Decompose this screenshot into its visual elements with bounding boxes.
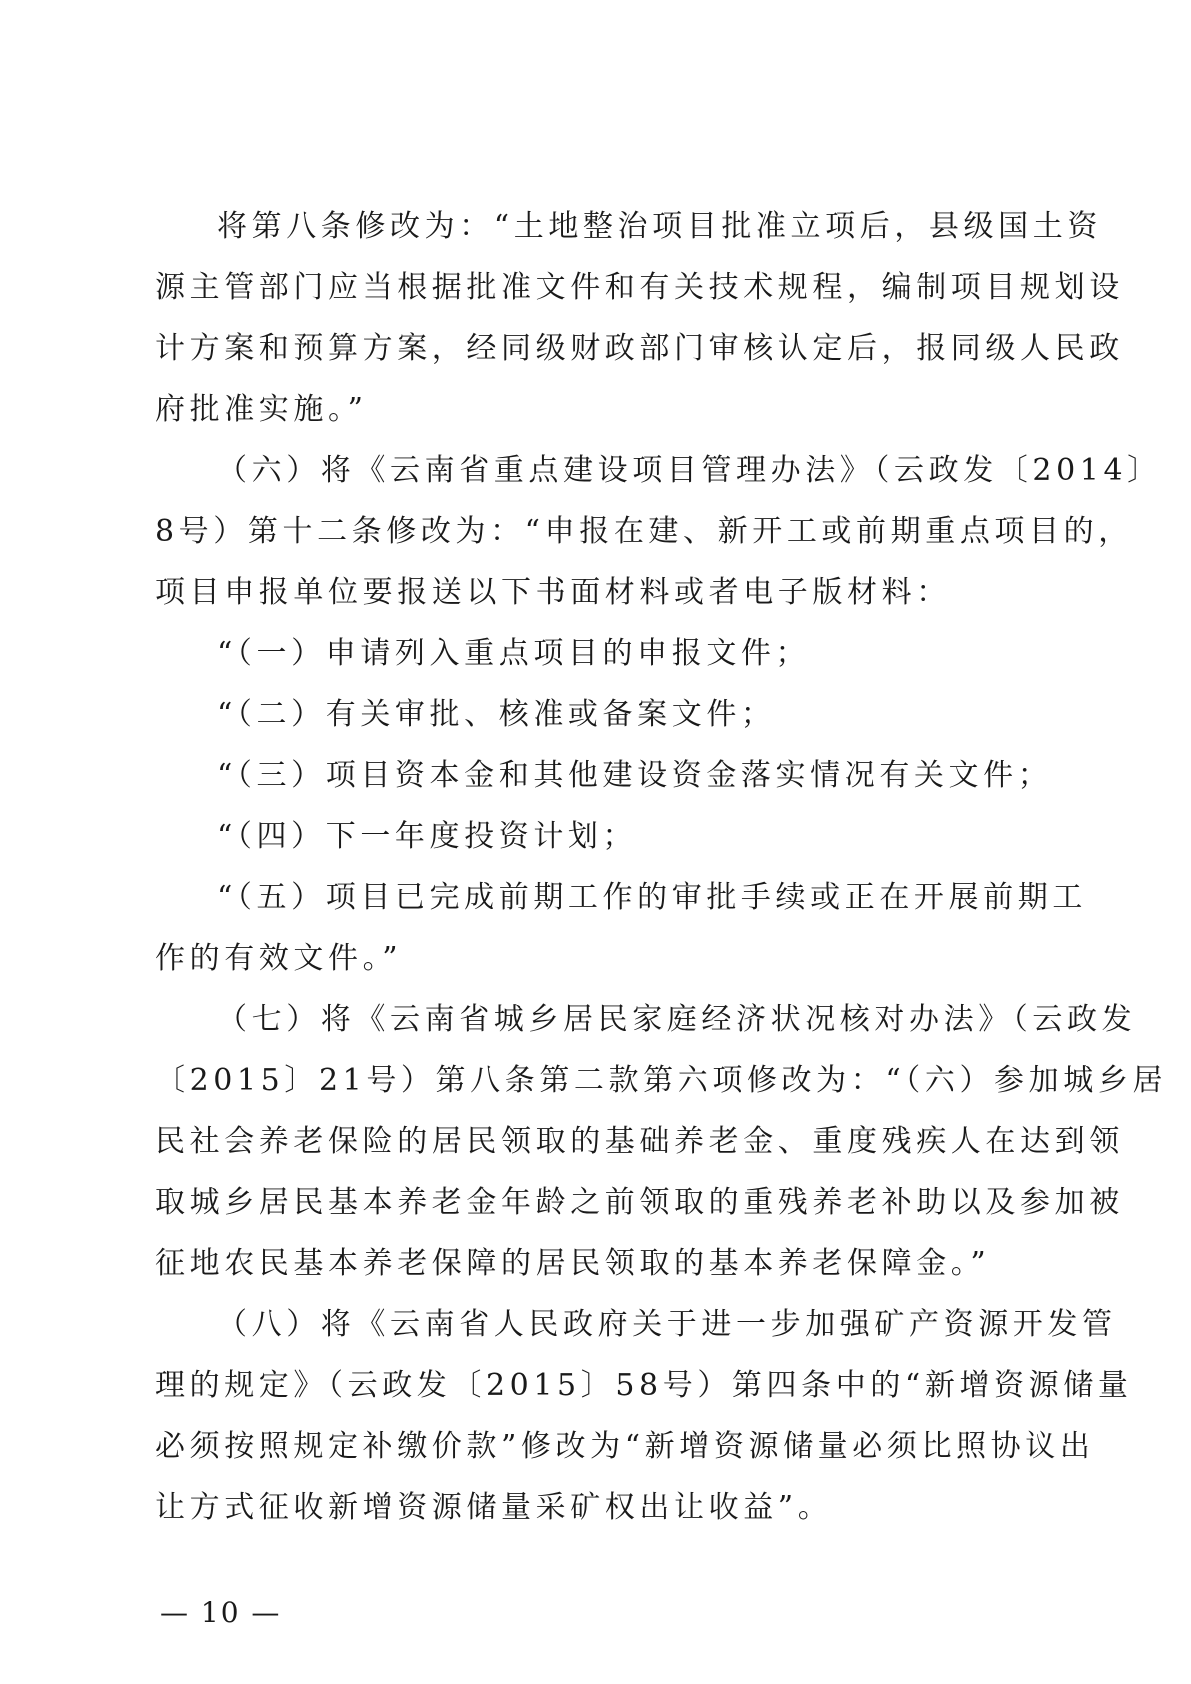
text-line: 取城乡居民基本养老金年龄之前领取的重残养老补助以及参加被 [155, 1185, 1124, 1220]
text-line: 征地农民基本养老保障的居民领取的基本养老保障金。” [155, 1246, 991, 1281]
text-line: （七）将《云南省城乡居民家庭经济状况核对办法》（云政发 [217, 1002, 1137, 1037]
text-line: 源主管部门应当根据批准文件和有关技术规程，编制项目规划设 [155, 270, 1124, 305]
text-line: 让方式征收新增资源储量采矿权出让收益”。 [155, 1490, 833, 1525]
list-item: “（五）项目已完成前期工作的审批手续或正在开展前期工 [217, 880, 1087, 915]
text-line: 必须按照规定补缴价款”修改为“新增资源储量必须比照协议出 [155, 1429, 1095, 1464]
list-item: “（二）有关审批、核准或备案文件； [217, 697, 776, 732]
page-number: — 10 — [160, 1596, 282, 1629]
text-line: 作的有效文件。” [155, 941, 403, 976]
list-item: “（一）申请列入重点项目的申报文件； [217, 636, 811, 671]
list-item: “（三）项目资本金和其他建设资金落实情况有关文件； [217, 758, 1053, 793]
document-body [155, 196, 1168, 1538]
text-line: 府批准实施。” [155, 392, 368, 427]
list-item: “（四）下一年度投资计划； [217, 819, 638, 854]
text-line: 理的规定》（云政发〔2015〕58号）第四条中的“新增资源储量 [155, 1368, 1133, 1403]
text-line: 民社会养老保险的居民领取的基础养老金、重度残疾人在达到领 [155, 1124, 1124, 1159]
text-line: 计方案和预算方案，经同级财政部门审核认定后，报同级人民政 [155, 331, 1124, 366]
text-line: 〔2015〕21号）第八条第二款第六项修改为：“（六）参加城乡居 [155, 1063, 1168, 1098]
text-line: （六）将《云南省重点建设项目管理办法》（云政发〔2014〕 [217, 453, 1162, 488]
text-line: （八）将《云南省人民政府关于进一步加强矿产资源开发管 [217, 1307, 1117, 1342]
text-line: 8号）第十二条修改为：“申报在建、新开工或前期重点项目的， [155, 514, 1133, 549]
text-line: 项目申报单位要报送以下书面材料或者电子版材料： [155, 575, 951, 610]
text-line: 将第八条修改为：“土地整治项目批准立项后，县级国土资 [217, 209, 1102, 244]
